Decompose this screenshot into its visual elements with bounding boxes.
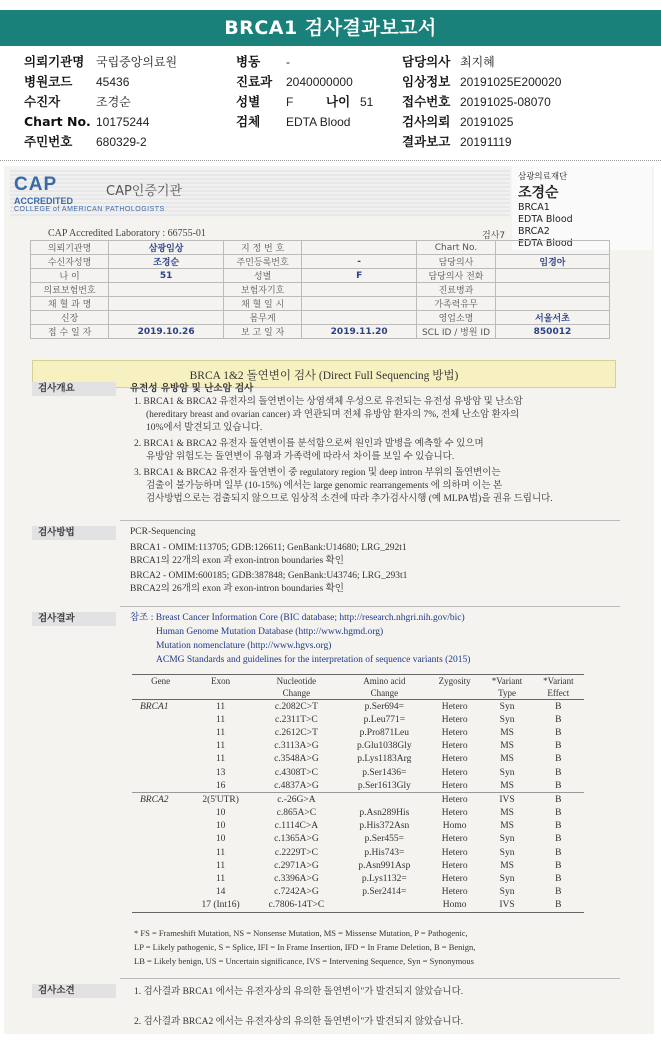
variant-cell: Syn (499, 874, 515, 885)
variant-cell: 11 (216, 741, 226, 752)
info-label-cell: Chart No. (417, 241, 496, 255)
label-doctor: 담당의사 (402, 54, 451, 69)
variant-cell: p.Leu771= (363, 714, 406, 725)
info-label-cell: 진료병과 (417, 283, 496, 297)
value-chart-no: 10175244 (96, 115, 150, 129)
info-label-cell: SCL ID / 병원 ID (417, 325, 496, 339)
variant-cell: c.7242A>G (274, 887, 319, 898)
variant-header-cell: Amino acid (341, 675, 428, 688)
variant-cell: B (533, 793, 584, 807)
header-row (0, 52, 661, 72)
variant-cell: c.1114C>A (274, 821, 319, 832)
variant-cell: c.3548A>G (274, 754, 319, 765)
header-row (0, 92, 661, 112)
variant-cell: B (533, 899, 584, 913)
variant-cell: B (555, 834, 562, 845)
footnote: LB = Likely benign, US = Uncertain significance, IVS = Intervening Sequence, Syn = Synonymous (134, 956, 474, 966)
label-ward: 병동 (236, 54, 261, 69)
variant-cell: Hetero (441, 780, 468, 791)
variant-cell: 11 (216, 860, 226, 871)
variant-cell: c.2971A>G (274, 860, 319, 871)
header-row (0, 112, 661, 132)
variant-header-cell (428, 687, 482, 700)
variant-cell: 11 (216, 714, 226, 725)
variant-cell: c.2612C>T (274, 727, 318, 738)
variant-cell: p.Glu1038Gly (357, 741, 412, 752)
variant-header-cell: Exon (189, 675, 252, 688)
variant-cell: c.2229T>C (274, 847, 318, 858)
section-label-overview: 검사개요 (32, 382, 116, 396)
section-divider (120, 978, 620, 979)
variant-cell: Homo (428, 899, 482, 913)
variant-cell: p.His372Asn (359, 821, 410, 832)
info-label-cell: 수신자성명 (31, 255, 109, 269)
variant-row (132, 859, 584, 872)
info-row (31, 325, 610, 339)
value-clinical-info: 20191025E200020 (460, 75, 562, 89)
variant-cell: B (555, 754, 562, 765)
variant-cell: p.Ser1436= (362, 767, 407, 778)
info-value-cell: 51 (109, 269, 224, 283)
variant-cell: p.Ser455= (364, 834, 405, 845)
value-ward: - (286, 55, 290, 69)
variant-cell: Hetero (441, 808, 468, 819)
variant-row (132, 740, 584, 753)
variant-cell (132, 899, 189, 913)
variant-cell: MS (500, 780, 514, 791)
value-patient: 조경순 (96, 95, 131, 109)
variant-cell: B (555, 741, 562, 752)
variant-header-cell: *Variant (533, 675, 584, 688)
value-hospital-code: 45436 (96, 75, 130, 89)
info-label-cell: 성별 (224, 269, 302, 283)
info-label-cell: 보험자기호 (224, 283, 302, 297)
variant-header-cell: Change (252, 687, 341, 700)
info-row (31, 297, 610, 311)
info-label-cell: 접 수 일 자 (31, 325, 109, 339)
overview-title: 유전성 유방암 및 난소암 검사 (130, 383, 254, 394)
overview-line: 유방암 위험도는 돌연변이 유형과 가족력에 따라서 차이를 보일 수 있습니다. (146, 452, 455, 462)
section-label-result: 검사결과 (32, 612, 116, 626)
variant-cell: Hetero (441, 847, 468, 858)
variant-header-cell: *Variant (481, 675, 532, 688)
variant-header-cell: Change (341, 687, 428, 700)
variant-cell: 11 (216, 701, 226, 712)
variant-cell: c.-26G>A (252, 793, 341, 807)
info-label-cell: 담당의사 전화 (417, 269, 496, 283)
variant-cell (132, 833, 189, 846)
label-accession-no: 접수번호 (402, 94, 451, 109)
variant-row (132, 820, 584, 833)
variant-cell: MS (500, 808, 514, 819)
footnote: * FS = Frameshift Mutation, NS = Nonsense Mutation, MS = Missense Mutation, P = Pathogenic, (134, 928, 468, 938)
variant-cell: 14 (215, 887, 226, 898)
variant-cell: B (555, 874, 562, 885)
variant-cell (132, 779, 189, 793)
info-value-cell: 2019.11.20 (302, 325, 417, 339)
overview-line: 검출이 불가능하며 일부 (10-15%) 에서는 large genomic rearrangements 에 의하며 이는 본 (146, 481, 503, 491)
info-value-cell (109, 297, 224, 311)
variant-cell: p.Asn991Asp (358, 860, 411, 871)
variant-row (132, 753, 584, 766)
variant-cell: 2(5'UTR) (189, 793, 252, 807)
info-value-cell: 삼광임상 (109, 241, 224, 255)
variant-cell (132, 726, 189, 739)
reference-line: Mutation nomenclature (http://www.hgvs.org) (156, 641, 332, 651)
info-value-cell: 2019.10.26 (109, 325, 224, 339)
value-report-date: 20191119 (460, 135, 512, 149)
info-value-cell (302, 241, 417, 255)
cap-lab-number: CAP Accredited Laboratory : 66755-01 (48, 228, 206, 239)
header-row (0, 132, 661, 152)
variant-cell: Syn (499, 714, 515, 725)
value-requesting-institution: 국립중앙의료원 (96, 55, 178, 69)
info-value-cell (109, 283, 224, 297)
variant-cell: B (555, 821, 562, 832)
variant-cell (132, 766, 189, 779)
info-label-cell: 보 고 일 자 (224, 325, 302, 339)
info-label-cell: 지 정 번 호 (224, 241, 302, 255)
variant-cell: Hetero (428, 793, 482, 807)
cap-logo-text: CAP (14, 174, 58, 195)
reference-line: Human Genome Mutation Database (http://www.hgmd.org) (156, 627, 384, 637)
variant-cell: Hetero (441, 741, 468, 752)
overview-line: 검사방법으로는 검출되지 않으므로 임상적 소견에 따라 추가검사시행 (예 MLPA법)을 권유 드립니다. (146, 494, 553, 504)
variant-row (132, 846, 584, 859)
info-label-cell: 채 혈 과 명 (31, 297, 109, 311)
info-label-cell: 나 이 (31, 269, 109, 283)
info-value-cell (302, 283, 417, 297)
info-value-cell (302, 311, 417, 325)
variant-row (132, 807, 584, 820)
variant-row (132, 726, 584, 739)
report-header (0, 52, 661, 152)
variant-cell: Hetero (441, 754, 468, 765)
overview-line: (hereditary breast and ovarian cancer) 과 연관되며 전체 유방암 환자의 7%, 전체 난소암 환자의 (146, 410, 520, 420)
variant-cell (132, 807, 189, 820)
cap-accredited-text: ACCREDITED (14, 196, 74, 206)
variant-cell (132, 713, 189, 726)
label-resident-no: 주민번호 (24, 134, 73, 149)
variant-cell: Hetero (441, 701, 468, 712)
section-divider (120, 520, 620, 521)
label-department: 진료과 (236, 74, 273, 89)
variant-cell: MS (500, 860, 514, 871)
variant-cell (341, 793, 428, 807)
variant-cell: 10 (215, 834, 226, 845)
variant-cell: p.Lys1132= (361, 874, 407, 885)
variant-row (132, 833, 584, 846)
cap-banner (10, 170, 510, 218)
variant-cell: Hetero (441, 714, 468, 725)
variant-header-cell: Type (481, 687, 532, 700)
section-label-method: 검사방법 (32, 526, 116, 540)
info-value-cell: - (302, 255, 417, 269)
variant-header-cell: Effect (533, 687, 584, 700)
method-line: BRCA1의 22개의 exon 과 exon-intron boundaries 확인 (130, 556, 344, 566)
variant-cell: p.His743= (364, 847, 405, 858)
variant-row (132, 899, 584, 913)
report-title: BRCA1 검사결과보고서 (0, 10, 661, 46)
patient-name-label: 조경순 (518, 185, 559, 201)
variant-cell: MS (500, 821, 514, 832)
value-specimen: EDTA Blood (286, 115, 351, 129)
label-clinical-info: 임상정보 (402, 74, 451, 89)
variant-cell (132, 740, 189, 753)
label-chart-no: Chart No. (24, 114, 91, 129)
variant-row (132, 872, 584, 885)
info-row (31, 255, 610, 269)
variant-cell: B (555, 887, 562, 898)
variant-cell (132, 859, 189, 872)
overview-line: 1. BRCA1 & BRCA2 유전자의 돌연변이는 상염색체 우성으로 유전되는 유전성 유방암 및 난소암 (134, 397, 523, 407)
method-line: PCR-Sequencing (130, 527, 196, 537)
method-line: BRCA2의 26개의 exon 과 exon-intron boundaries 확인 (130, 584, 344, 594)
info-label-cell: 의료보험번호 (31, 283, 109, 297)
info-label-cell: 몸무게 (224, 311, 302, 325)
divider (0, 160, 661, 163)
variant-cell: p.Ser1613Gly (357, 780, 411, 791)
header-row (0, 72, 661, 92)
variant-cell: 13 (215, 767, 226, 778)
variant-cell: B (555, 808, 562, 819)
label-sex: 성별 (236, 94, 261, 109)
specimen-label (512, 166, 652, 250)
variant-cell: B (555, 714, 562, 725)
variant-cell: c.7806-14T>C (252, 899, 341, 913)
value-resident-no: 680329-2 (96, 135, 147, 149)
info-row (31, 311, 610, 325)
label-line: BRCA2 (518, 226, 550, 237)
variant-cell: 11 (216, 874, 226, 885)
value-doctor: 최지혜 (460, 55, 495, 69)
method-line: BRCA1 - OMIM:113705; GDB:126611; GenBank:U14680; LRG_292t1 (130, 543, 407, 553)
info-value-cell (495, 297, 609, 311)
variant-header-cell (132, 687, 189, 700)
info-value-cell: 조경순 (109, 255, 224, 269)
label-age: 나이 (326, 94, 351, 109)
variant-cell: 11 (216, 754, 226, 765)
variant-cell: c.4837A>G (274, 780, 319, 791)
variant-cell: B (555, 767, 562, 778)
variant-row (132, 886, 584, 899)
value-department: 2040000000 (286, 75, 353, 89)
variant-row (132, 793, 584, 807)
variant-cell: Syn (499, 887, 515, 898)
info-value-cell: 임경아 (495, 255, 609, 269)
variant-cell: c.2311T>C (275, 714, 318, 725)
overview-line: 2. BRCA1 & BRCA2 유전자 돌연변이를 분석함으로써 원인과 발병을 예측할 수 있으며 (134, 439, 484, 449)
variant-row (132, 713, 584, 726)
variant-cell: Syn (499, 834, 515, 845)
variant-cell: 10 (215, 808, 226, 819)
variant-row (132, 700, 584, 714)
info-label-cell: 의뢰기관명 (31, 241, 109, 255)
variant-cell: BRCA2 (132, 793, 189, 807)
variant-cell: Syn (499, 701, 515, 712)
variant-header-cell (189, 687, 252, 700)
info-value-cell (495, 241, 609, 255)
variant-cell (132, 846, 189, 859)
variant-cell: c.3396A>G (274, 874, 319, 885)
variant-cell: 10 (215, 821, 226, 832)
variant-cell: 11 (216, 727, 226, 738)
variant-row (132, 779, 584, 793)
label-specimen: 검체 (236, 114, 261, 129)
variant-cell (132, 820, 189, 833)
reference-line: ACMG Standards and guidelines for the interpretation of sequence variants (2015) (156, 655, 471, 665)
info-value-cell (495, 269, 609, 283)
variant-cell: MS (500, 741, 514, 752)
variant-cell: MS (500, 727, 514, 738)
info-label-cell: 영업소명 (417, 311, 496, 325)
value-request-date: 20191025 (460, 115, 514, 129)
variant-header-cell: Nucleotide (252, 675, 341, 688)
variant-cell: 11 (216, 847, 226, 858)
label-line: EDTA Blood (518, 238, 573, 249)
variant-cell: BRCA1 (140, 701, 169, 712)
overview-line: 3. BRCA1 & BRCA2 유전자 돌연변이 중 regulatory region 및 deep intron 부위의 돌연변이는 (134, 468, 501, 478)
method-line: BRCA2 - OMIM:600185; GDB:387848; GenBank:U43746; LRG_293t1 (130, 571, 408, 581)
variant-cell: c.2082C>T (274, 701, 318, 712)
info-label-cell: 가족력유무 (417, 297, 496, 311)
variant-header-cell: Zygosity (428, 675, 482, 688)
footnote: LP = Likely pathogenic, S = Splice, IFI = In Frame Insertion, IFD = In Frame Deletion, B = Benign, (134, 942, 476, 952)
info-row (31, 283, 610, 297)
variant-cell: c.1365A>G (274, 834, 319, 845)
variant-cell (132, 886, 189, 899)
variant-cell: p.Ser694= (364, 701, 405, 712)
variant-cell: p.Asn289His (359, 808, 410, 819)
variant-cell: Hetero (441, 874, 468, 885)
variant-cell: B (555, 780, 562, 791)
lab-name: 삼광의료재단 (518, 172, 568, 182)
label-requesting-institution: 의뢰기관명 (24, 54, 85, 69)
value-age: 51 (360, 95, 374, 109)
variant-cell: p.Ser2414= (362, 887, 407, 898)
variant-cell: 16 (215, 780, 226, 791)
test-number: 검사7 (482, 231, 506, 241)
info-label-cell: 주민등록번호 (224, 255, 302, 269)
info-value-cell: F (302, 269, 417, 283)
variant-cell: Hetero (441, 887, 468, 898)
variant-cell: IVS (481, 793, 532, 807)
variant-cell (132, 753, 189, 766)
label-patient: 수진자 (24, 94, 61, 109)
variant-row (132, 766, 584, 779)
cap-title: CAP인증기관 (106, 184, 183, 199)
label-hospital-code: 병원코드 (24, 74, 73, 89)
variant-table (132, 674, 584, 913)
variant-cell (341, 899, 428, 913)
label-line: EDTA Blood (518, 214, 573, 225)
variant-cell: Hetero (441, 834, 468, 845)
variant-cell: Hetero (441, 767, 468, 778)
test-banner-text: BRCA 1&2 돌연변이 검사 (Direct Full Sequencing 방법) (189, 370, 459, 382)
variant-cell: Syn (499, 767, 515, 778)
info-label-cell: 담당의사 (417, 255, 496, 269)
info-value-cell (495, 283, 609, 297)
section-label-conclusion: 검사소견 (32, 984, 116, 998)
info-label-cell: 신장 (31, 311, 109, 325)
patient-info-table (30, 240, 610, 339)
value-sex: F (286, 95, 294, 109)
variant-cell: c.4308T>C (274, 767, 318, 778)
variant-cell (132, 872, 189, 885)
variant-header-cell: Gene (132, 675, 189, 688)
label-line: BRCA1 (518, 202, 550, 213)
info-value-cell (302, 297, 417, 311)
variant-cell: B (555, 860, 562, 871)
label-report-date: 결과보고 (402, 134, 451, 149)
label-request-date: 검사의뢰 (402, 114, 451, 129)
variant-cell: Hetero (441, 860, 468, 871)
info-label-cell: 채 혈 일 시 (224, 297, 302, 311)
variant-cell: p.Pro871Leu (359, 727, 410, 738)
info-row (31, 241, 610, 255)
info-value-cell (109, 311, 224, 325)
variant-cell: Homo (442, 821, 467, 832)
section-divider (120, 606, 620, 607)
value-accession-no: 20191025-08070 (460, 95, 551, 109)
variant-cell: 17 (Int16) (189, 899, 252, 913)
variant-cell: p.Lys1183Arg (357, 754, 412, 765)
conclusion-line: 2. 검사결과 BRCA2 에서는 유전자상의 유의한 돌연변이"가 발견되지 않았습니다. (134, 1017, 464, 1027)
variant-cell: c.3113A>G (274, 741, 319, 752)
variant-cell: B (555, 727, 562, 738)
info-value-cell: 850012 (495, 325, 609, 339)
reference-line: 참조 : Breast Cancer Information Core (BIC database; http://research.nhgri.nih.gov/bic) (130, 613, 465, 623)
variant-cell: Syn (499, 847, 515, 858)
variant-cell: IVS (481, 899, 532, 913)
cap-sub-text: COLLEGE of AMERICAN PATHOLOGISTS (14, 206, 165, 213)
variant-cell: MS (500, 754, 514, 765)
variant-cell: B (555, 847, 562, 858)
scanned-report (4, 166, 654, 1034)
info-row (31, 269, 610, 283)
overview-line: 10%에서 발견되고 있습니다. (146, 423, 263, 433)
info-value-cell: 서울서초 (495, 311, 609, 325)
variant-cell: Hetero (441, 727, 468, 738)
variant-cell: c.865A>C (276, 808, 317, 819)
conclusion-line: 1. 검사결과 BRCA1 에서는 유전자상의 유의한 돌연변이"가 발견되지 않았습니다. (134, 987, 464, 997)
variant-cell: B (555, 701, 562, 712)
test-banner (32, 360, 616, 388)
